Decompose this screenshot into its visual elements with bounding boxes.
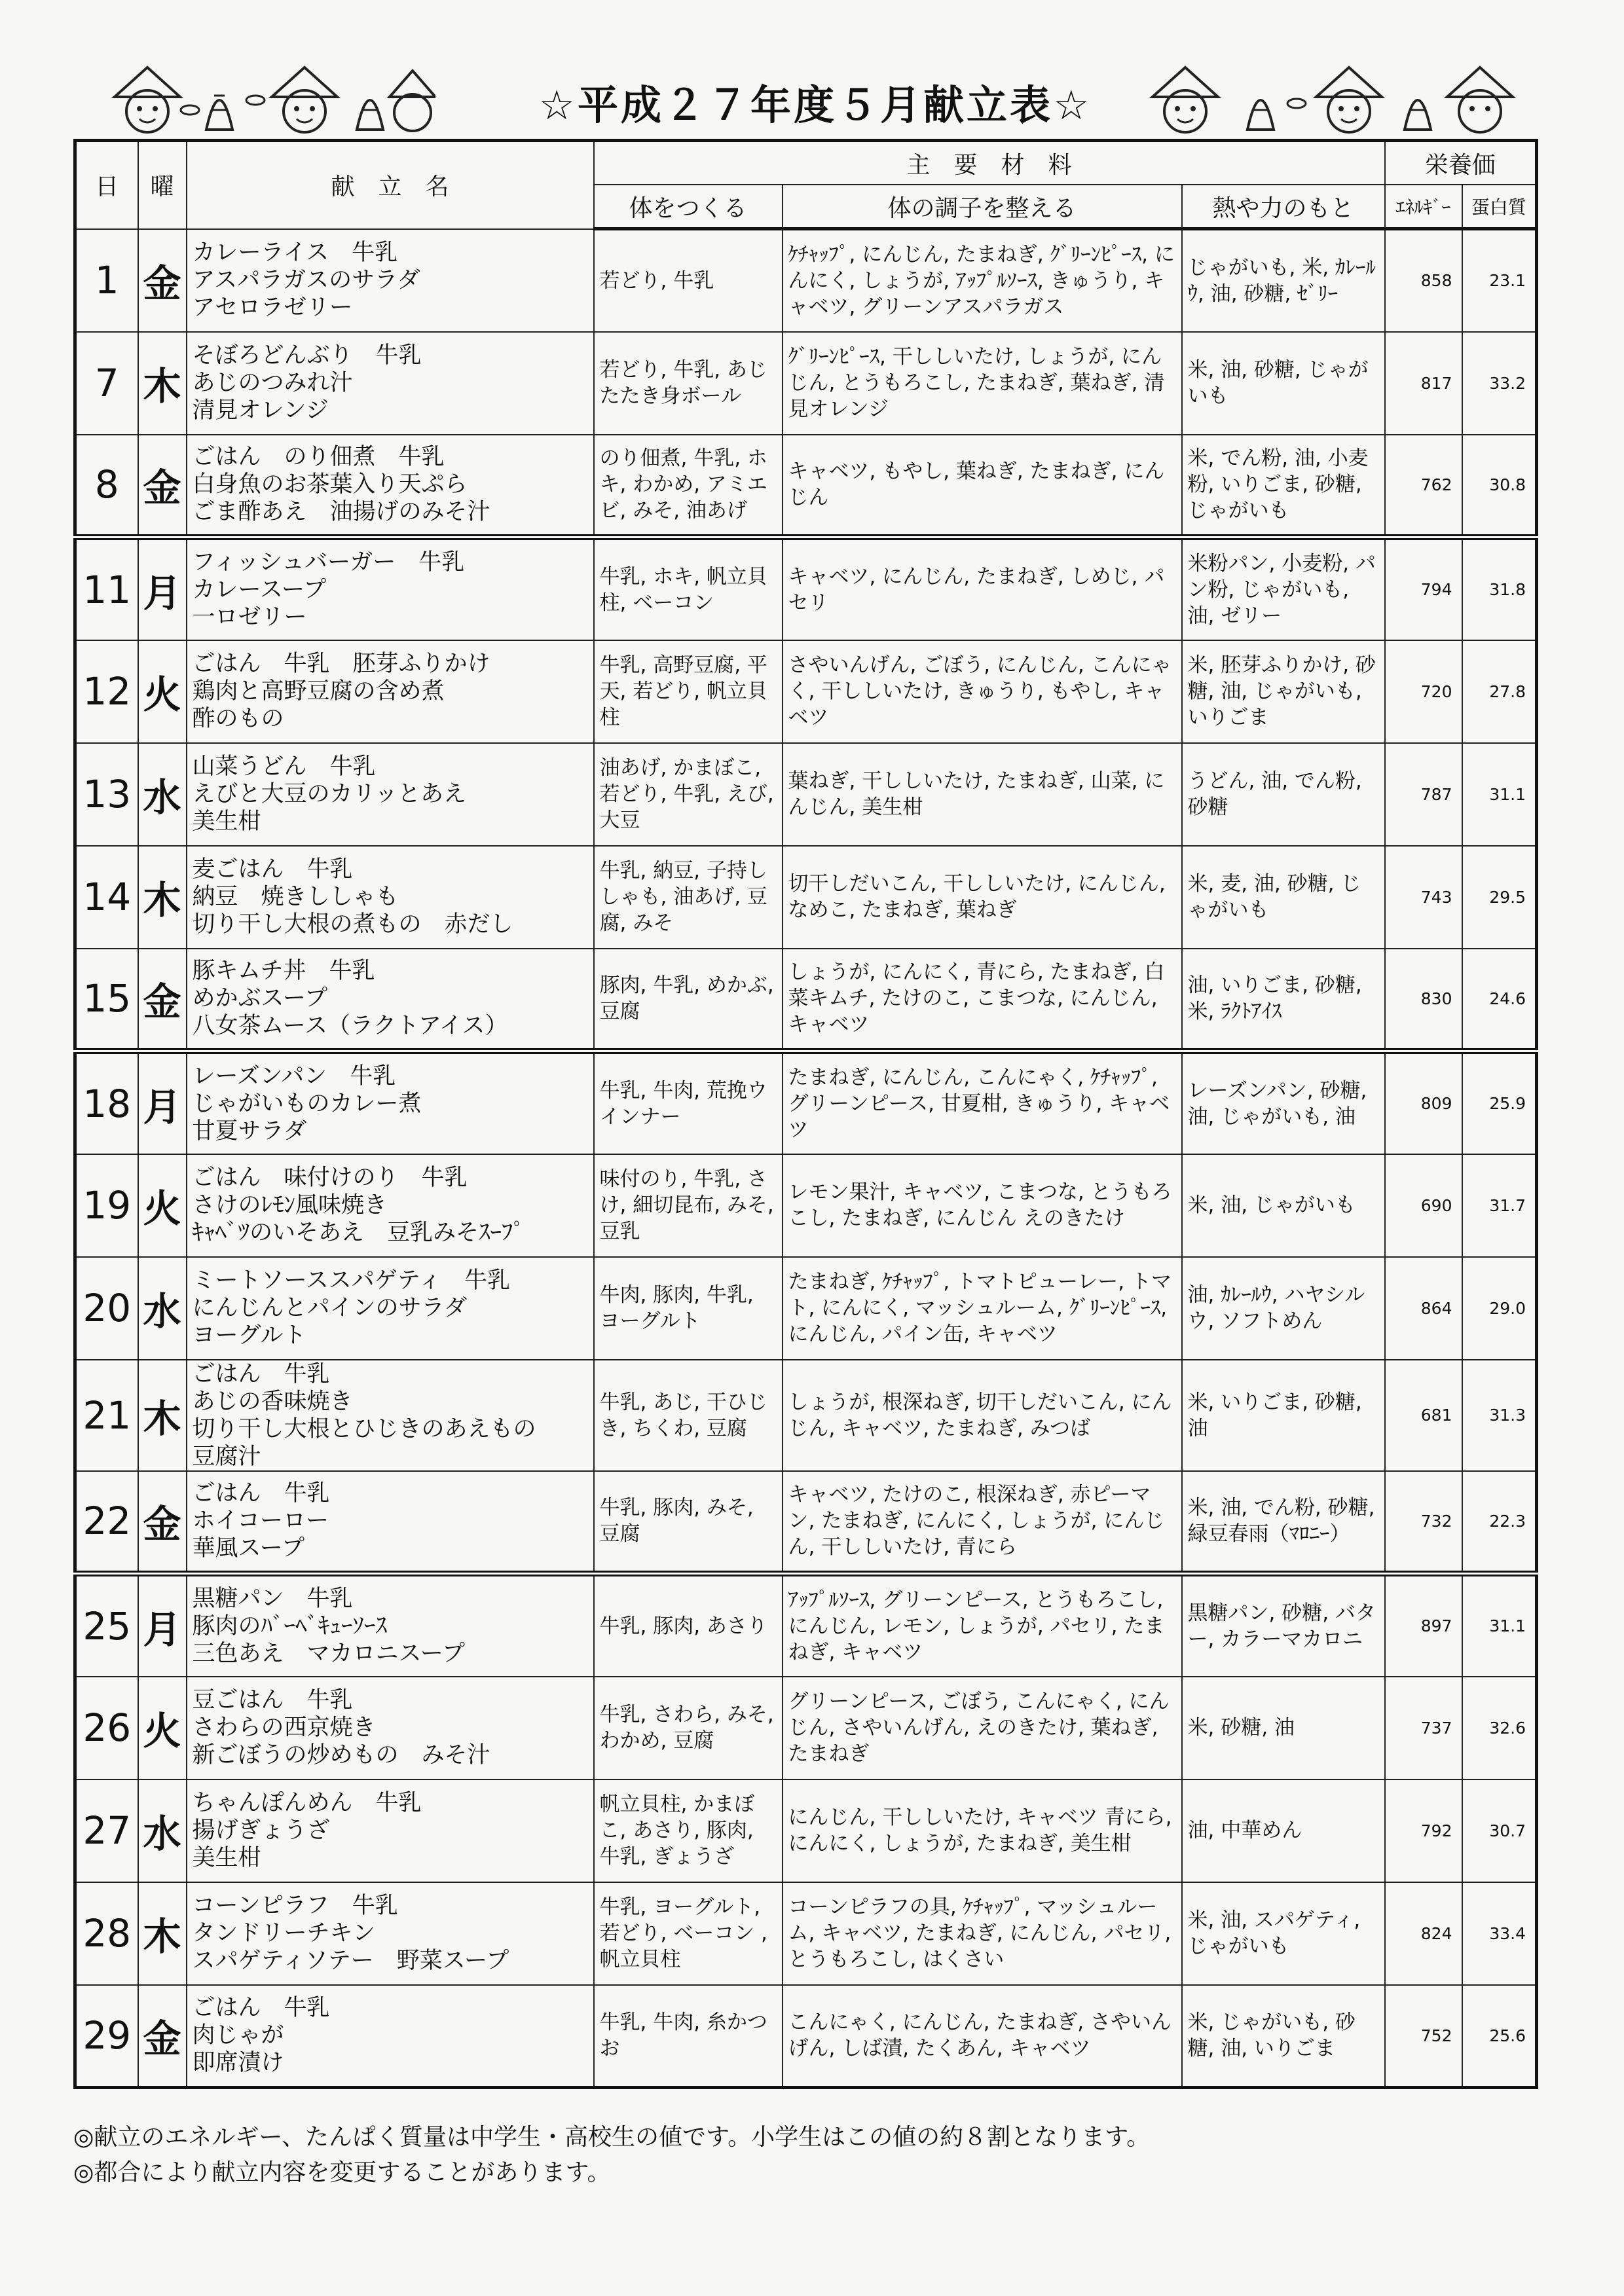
cell-menu bbox=[187, 229, 594, 332]
cell-day: 25 bbox=[75, 1574, 138, 1677]
menu-item: レーズンパン 牛乳 bbox=[192, 1063, 396, 1089]
cell-energy-ingredients: 油, 中華めん bbox=[1182, 1779, 1385, 1882]
cell-energy-ingredients: 米, 油, でん粉, 砂糖, 緑豆春雨（ﾏﾛﾆｰ） bbox=[1182, 1471, 1385, 1574]
cell-energy-ingredients: 米, じゃがいも, 砂糖, 油, いりごま bbox=[1182, 1985, 1385, 2088]
kabuto-boy-icon bbox=[1316, 67, 1382, 132]
menu-item: 八女茶ムース（ラクトアイス） bbox=[192, 1013, 508, 1040]
cell-energy: 830 bbox=[1385, 949, 1462, 1051]
menu-item: 豚キムチ丼 牛乳 bbox=[192, 958, 375, 985]
cell-condition-ingredients: ｸﾞﾘｰﾝﾋﾟｰｽ, 干ししいたけ, しょうが, にんじん, とうもろこし, たまねぎ, 葉ねぎ, 清見オレンジ bbox=[783, 332, 1182, 435]
cell-body-ingredients: 牛乳, ヨーグルト, 若どり, ベーコン , 帆立貝柱 bbox=[594, 1882, 783, 1985]
menu-item: 納豆 焼きししゃも bbox=[192, 884, 399, 910]
kabuto-boy-icon bbox=[1153, 67, 1218, 132]
cell-menu bbox=[187, 1574, 594, 1677]
page-title: ☆平成２７年度５月献立表☆ bbox=[538, 81, 1092, 129]
cell-protein: 30.8 bbox=[1462, 435, 1537, 538]
header-energy: ｴﾈﾙｷﾞｰ bbox=[1385, 185, 1462, 229]
cell-dow: 金 bbox=[138, 435, 187, 538]
cell-condition-ingredients: にんじん, 干ししいたけ, キャベツ 青にら, にんにく, しょうが, たまねぎ, 美生柑 bbox=[783, 1779, 1182, 1882]
menu-item: ごはん 牛乳 bbox=[192, 1995, 330, 2022]
decoration-right bbox=[1139, 64, 1519, 136]
cell-dow: 月 bbox=[138, 1051, 187, 1154]
cell-dow: 木 bbox=[138, 846, 187, 949]
note-nutrition: ◎献立のエネルギー、たんぱく質量は中学生・高校生の値です。小学生はこの値の約８割となります。 bbox=[73, 2124, 1151, 2151]
cell-protein: 33.2 bbox=[1462, 332, 1537, 435]
cell-menu bbox=[187, 1257, 594, 1360]
menu-item: 肉じゃが bbox=[192, 2022, 284, 2049]
cell-body-ingredients: 牛乳, さわら, みそ, わかめ, 豆腐 bbox=[594, 1677, 783, 1779]
cell-menu bbox=[187, 1471, 594, 1574]
cell-energy: 743 bbox=[1385, 846, 1462, 949]
cell-dow: 月 bbox=[138, 538, 187, 640]
cell-protein: 23.1 bbox=[1462, 229, 1537, 332]
cell-energy-ingredients: 油, いりごま, 砂糖, 米, ﾗｸﾄｱｲｽ bbox=[1182, 949, 1385, 1051]
menu-item: 美生柑 bbox=[192, 809, 261, 835]
cell-menu bbox=[187, 1051, 594, 1154]
menu-item: カレースープ bbox=[192, 576, 327, 603]
menu-item: 麦ごはん 牛乳 bbox=[192, 856, 353, 883]
table-row bbox=[75, 1154, 1537, 1257]
cell-energy: 858 bbox=[1385, 229, 1462, 332]
cell-condition-ingredients: たまねぎ, にんじん, こんにゃく, ｹﾁｬｯﾌﾟ, グリーンピース, 甘夏柑, きゅうり, キャベツ bbox=[783, 1051, 1182, 1154]
menu-item: フィッシュバーガー 牛乳 bbox=[192, 549, 465, 575]
cell-energy-ingredients: 油, ｶﾚｰﾙｳ, ハヤシルウ, ソフトめん bbox=[1182, 1257, 1385, 1360]
cell-menu bbox=[187, 1360, 594, 1471]
menu-item: ごま酢あえ 油揚げのみそ汁 bbox=[192, 499, 490, 526]
cell-day: 20 bbox=[75, 1257, 138, 1360]
cell-energy-ingredients: 米, 砂糖, 油 bbox=[1182, 1677, 1385, 1779]
menu-item: えびと大豆のカリッとあえ bbox=[192, 781, 467, 807]
table-row bbox=[75, 1257, 1537, 1360]
cell-day: 14 bbox=[75, 846, 138, 949]
cell-energy-ingredients: レーズンパン, 砂糖, 油, じゃがいも, 油 bbox=[1182, 1051, 1385, 1154]
cell-dow: 金 bbox=[138, 949, 187, 1051]
cell-energy-ingredients: 米, 油, 砂糖, じゃがいも bbox=[1182, 332, 1385, 435]
table-row bbox=[75, 1779, 1537, 1882]
cell-protein: 29.5 bbox=[1462, 846, 1537, 949]
cell-dow: 金 bbox=[138, 1985, 187, 2088]
cell-day: 13 bbox=[75, 743, 138, 846]
cell-dow: 火 bbox=[138, 1154, 187, 1257]
cell-body-ingredients: 牛乳, ホキ, 帆立貝柱, ベーコン bbox=[594, 538, 783, 640]
cell-protein: 33.4 bbox=[1462, 1882, 1537, 1985]
table-row bbox=[75, 1985, 1537, 2088]
cell-energy: 732 bbox=[1385, 1471, 1462, 1574]
cell-condition-ingredients: しょうが, 根深ねぎ, 切干しだいこん, にんじん, キャベツ, たまねぎ, みつば bbox=[783, 1360, 1182, 1471]
cell-energy: 824 bbox=[1385, 1882, 1462, 1985]
cell-body-ingredients: 牛乳, 豚肉, あさり bbox=[594, 1574, 783, 1677]
table-row bbox=[75, 640, 1537, 743]
cell-menu bbox=[187, 846, 594, 949]
menu-item: あじの香味焼き bbox=[192, 1388, 353, 1415]
menu-item: スパゲティソテー 野菜スープ bbox=[192, 1948, 509, 1974]
cell-body-ingredients: のり佃煮, 牛乳, ホキ, わかめ, アミエビ, みそ, 油あげ bbox=[594, 435, 783, 538]
menu-item: タンドリーチキン bbox=[192, 1920, 376, 1946]
cell-body-ingredients: 豚肉, 牛乳, めかぶ, 豆腐 bbox=[594, 949, 783, 1051]
cell-condition-ingredients: キャベツ, もやし, 葉ねぎ, たまねぎ, にんじん bbox=[783, 435, 1182, 538]
menu-table-body bbox=[75, 229, 1537, 2088]
cell-protein: 22.3 bbox=[1462, 1471, 1537, 1574]
menu-item: 一ロゼリー bbox=[192, 604, 307, 630]
cell-condition-ingredients: グリーンピース, ごぼう, こんにゃく, にんじん, さやいんげん, えのきたけ, 葉ねぎ, たまねぎ bbox=[783, 1677, 1182, 1779]
cell-body-ingredients: 帆立貝柱, かまぼこ, あさり, 豚肉, 牛乳, ぎょうざ bbox=[594, 1779, 783, 1882]
cell-day: 12 bbox=[75, 640, 138, 743]
cell-body-ingredients: 牛乳, 牛肉, 荒挽ウインナー bbox=[594, 1051, 783, 1154]
cell-energy: 792 bbox=[1385, 1779, 1462, 1882]
cell-day: 7 bbox=[75, 332, 138, 435]
menu-item: 清見オレンジ bbox=[192, 397, 329, 424]
header-dow: 曜 bbox=[138, 141, 187, 229]
cell-day: 27 bbox=[75, 1779, 138, 1882]
cell-day: 18 bbox=[75, 1051, 138, 1154]
menu-item: さけのﾚﾓﾝ風味焼き bbox=[192, 1192, 388, 1218]
menu-item: 黒糖パン 牛乳 bbox=[192, 1585, 353, 1612]
menu-item: 三色あえ マカロニスープ bbox=[192, 1640, 466, 1667]
menu-item: 揚げぎょうざ bbox=[192, 1817, 330, 1844]
cell-condition-ingredients: たまねぎ, ｹﾁｬｯﾌﾟ, トマトピューレー, トマト, にんにく, マッシュルーム, ｸﾞﾘｰﾝﾋﾟｰｽ, にんじん, パイン缶, キャベツ bbox=[783, 1257, 1182, 1360]
cell-body-ingredients: 油あげ, かまぼこ, 若どり, 牛乳, えび, 大豆 bbox=[594, 743, 783, 846]
menu-item: 美生柑 bbox=[192, 1845, 261, 1871]
cell-energy-ingredients: 米, 油, スパゲティ, じゃがいも bbox=[1182, 1882, 1385, 1985]
cell-energy: 787 bbox=[1385, 743, 1462, 846]
cell-protein: 31.1 bbox=[1462, 743, 1537, 846]
cell-energy: 762 bbox=[1385, 435, 1462, 538]
cell-energy-ingredients: 米, 麦, 油, 砂糖, じゃがいも bbox=[1182, 846, 1385, 949]
cell-energy: 864 bbox=[1385, 1257, 1462, 1360]
cell-protein: 31.1 bbox=[1462, 1574, 1537, 1677]
menu-item: 切り干し大根の煮もの 赤だし bbox=[192, 911, 513, 938]
cell-energy-ingredients: 米, でん粉, 油, 小麦粉, いりごま, 砂糖, じゃがいも bbox=[1182, 435, 1385, 538]
cell-menu bbox=[187, 640, 594, 743]
cell-body-ingredients: 牛乳, あじ, 干ひじき, ちくわ, 豆腐 bbox=[594, 1360, 783, 1471]
cell-energy: 809 bbox=[1385, 1051, 1462, 1154]
cell-energy: 720 bbox=[1385, 640, 1462, 743]
cell-menu bbox=[187, 332, 594, 435]
cell-protein: 30.7 bbox=[1462, 1779, 1537, 1882]
menu-table bbox=[73, 139, 1538, 2089]
cell-dow: 金 bbox=[138, 1471, 187, 1574]
cell-menu bbox=[187, 1677, 594, 1779]
menu-item: 華風スープ bbox=[192, 1535, 305, 1562]
cell-condition-ingredients: こんにゃく, にんじん, たまねぎ, さやいんげん, しば漬, たくあん, キャベツ bbox=[783, 1985, 1182, 2088]
table-row bbox=[75, 846, 1537, 949]
cell-day: 1 bbox=[75, 229, 138, 332]
cell-menu bbox=[187, 1779, 594, 1882]
kabuto-boy-icon bbox=[1447, 67, 1513, 132]
cell-energy: 794 bbox=[1385, 538, 1462, 640]
cell-body-ingredients: 牛乳, 納豆, 子持ししゃも, 油あげ, 豆腐, みそ bbox=[594, 846, 783, 949]
menu-item: ごはん 牛乳 bbox=[192, 1480, 330, 1507]
menu-item: 新ごぼうの炒めもの みそ汁 bbox=[192, 1742, 490, 1768]
cell-condition-ingredients: キャベツ, たけのこ, 根深ねぎ, 赤ピーマン, たまねぎ, にんにく, しょうが, にんじん, 干ししいたけ, 青にら bbox=[783, 1471, 1182, 1574]
menu-item: ｷｬﾍﾞﾂのいそあえ 豆乳みそｽｰﾌﾟ bbox=[192, 1220, 525, 1246]
cell-day: 11 bbox=[75, 538, 138, 640]
cell-energy: 737 bbox=[1385, 1677, 1462, 1779]
cell-menu bbox=[187, 1154, 594, 1257]
cell-body-ingredients: 若どり, 牛乳, あじたたき身ボール bbox=[594, 332, 783, 435]
leaf-icon bbox=[1287, 99, 1306, 108]
cell-condition-ingredients: コーンピラフの具, ｹﾁｬｯﾌﾟ, マッシュルーム, キャベツ, たまねぎ, にんじん, パセリ, とうもろこし, はくさい bbox=[783, 1882, 1182, 1985]
menu-item: 白身魚のお茶葉入り天ぷら bbox=[192, 471, 468, 498]
menu-item: 山菜うどん 牛乳 bbox=[192, 754, 376, 780]
cell-energy-ingredients: うどん, 油, でん粉, 砂糖 bbox=[1182, 743, 1385, 846]
cell-protein: 24.6 bbox=[1462, 949, 1537, 1051]
header-nutrition: 栄養価 bbox=[1385, 141, 1537, 185]
table-row bbox=[75, 1360, 1537, 1471]
cell-protein: 31.7 bbox=[1462, 1154, 1537, 1257]
cell-dow: 火 bbox=[138, 640, 187, 743]
menu-item: 豆ごはん 牛乳 bbox=[192, 1687, 353, 1713]
cell-body-ingredients: 牛乳, 豚肉, みそ, 豆腐 bbox=[594, 1471, 783, 1574]
menu-item: 鶏肉と高野豆腐の含め煮 bbox=[192, 678, 445, 704]
cell-body-ingredients: 牛乳, 牛肉, 糸かつお bbox=[594, 1985, 783, 2088]
cell-body-ingredients: 味付のり, 牛乳, さけ, 細切昆布, みそ, 豆乳 bbox=[594, 1154, 783, 1257]
cell-dow: 水 bbox=[138, 1257, 187, 1360]
cell-day: 26 bbox=[75, 1677, 138, 1779]
cell-energy-ingredients: じゃがいも, 米, ｶﾚｰﾙｳ, 油, 砂糖, ｾﾞﾘｰ bbox=[1182, 229, 1385, 332]
cell-dow: 火 bbox=[138, 1677, 187, 1779]
cell-menu bbox=[187, 1882, 594, 1985]
cell-dow: 木 bbox=[138, 1360, 187, 1471]
table-row bbox=[75, 538, 1537, 640]
menu-item: カレーライス 牛乳 bbox=[192, 240, 398, 266]
header-ingredients: 主 要 材 料 bbox=[594, 141, 1385, 185]
cell-menu bbox=[187, 435, 594, 538]
cell-body-ingredients: 牛乳, 高野豆腐, 平天, 若どり, 帆立貝柱 bbox=[594, 640, 783, 743]
cell-energy: 817 bbox=[1385, 332, 1462, 435]
cell-energy: 681 bbox=[1385, 1360, 1462, 1471]
table-row bbox=[75, 229, 1537, 332]
header-day: 日 bbox=[75, 141, 138, 229]
cell-condition-ingredients: 葉ねぎ, 干ししいたけ, たまねぎ, 山菜, にんじん, 美生柑 bbox=[783, 743, 1182, 846]
cell-protein: 32.6 bbox=[1462, 1677, 1537, 1779]
cell-day: 28 bbox=[75, 1882, 138, 1985]
table-row bbox=[75, 1471, 1537, 1574]
table-row bbox=[75, 332, 1537, 435]
cell-dow: 木 bbox=[138, 332, 187, 435]
table-row bbox=[75, 1677, 1537, 1779]
cell-condition-ingredients: さやいんげん, ごぼう, にんじん, こんにゃく, 干ししいたけ, きゅうり, もやし, キャベツ bbox=[783, 640, 1182, 743]
cell-condition-ingredients: レモン果汁, キャベツ, こまつな, とうもろこし, たまねぎ, にんじん えのきたけ bbox=[783, 1154, 1182, 1257]
table-row bbox=[75, 1051, 1537, 1154]
menu-item: にんじんとパインのサラダ bbox=[192, 1295, 468, 1321]
cell-day: 15 bbox=[75, 949, 138, 1051]
bamboo-shoot-icon bbox=[1405, 100, 1431, 130]
cell-energy: 752 bbox=[1385, 1985, 1462, 2088]
menu-item: 切り干し大根とひじきのあえもの bbox=[192, 1415, 536, 1442]
bamboo-shoot-icon bbox=[1247, 100, 1274, 130]
menu-item: 豚肉のﾊﾞｰﾍﾞｷｭｰｿｰｽ bbox=[192, 1613, 388, 1639]
table-row bbox=[75, 1574, 1537, 1677]
cell-menu bbox=[187, 949, 594, 1051]
menu-item: そぼろどんぶり 牛乳 bbox=[192, 342, 422, 369]
cell-menu bbox=[187, 538, 594, 640]
cell-protein: 25.6 bbox=[1462, 1985, 1537, 2088]
cell-dow: 水 bbox=[138, 1779, 187, 1882]
menu-item: コーンピラフ 牛乳 bbox=[192, 1893, 398, 1919]
cell-dow: 木 bbox=[138, 1882, 187, 1985]
header-menu: 献 立 名 bbox=[187, 141, 594, 229]
table-row bbox=[75, 949, 1537, 1051]
menu-item: ミートソーススパゲティ 牛乳 bbox=[192, 1267, 510, 1294]
cell-protein: 31.3 bbox=[1462, 1360, 1537, 1471]
menu-item: ホイコーロー bbox=[192, 1508, 329, 1535]
cell-protein: 25.9 bbox=[1462, 1051, 1537, 1154]
cell-energy: 897 bbox=[1385, 1574, 1462, 1677]
table-row bbox=[75, 1882, 1537, 1985]
cell-day: 19 bbox=[75, 1154, 138, 1257]
cell-day: 22 bbox=[75, 1471, 138, 1574]
cell-energy-ingredients: 米, 油, じゃがいも bbox=[1182, 1154, 1385, 1257]
header-condition: 体の調子を整える bbox=[783, 185, 1182, 229]
cell-condition-ingredients: キャベツ, にんじん, たまねぎ, しめじ, パセリ bbox=[783, 538, 1182, 640]
menu-item: 酢のもの bbox=[192, 706, 284, 732]
note-change: ◎都合により献立内容を変更することがあります。 bbox=[73, 2159, 611, 2186]
cell-energy-ingredients: 米, 胚芽ふりかけ, 砂糖, 油, じゃがいも, いりごま bbox=[1182, 640, 1385, 743]
menu-item: ちゃんぽんめん 牛乳 bbox=[192, 1790, 422, 1816]
menu-item: ごはん 味付けのり 牛乳 bbox=[192, 1165, 468, 1191]
cell-energy: 690 bbox=[1385, 1154, 1462, 1257]
cell-body-ingredients: 牛肉, 豚肉, 牛乳, ヨーグルト bbox=[594, 1257, 783, 1360]
header-protein: 蛋白質 bbox=[1462, 185, 1537, 229]
cell-condition-ingredients: ｱｯﾌﾟﾙｿｰｽ, グリーンピース, とうもろこし, にんじん, レモン, しょうが, パセリ, たまねぎ, キャベツ bbox=[783, 1574, 1182, 1677]
cell-body-ingredients: 若どり, 牛乳 bbox=[594, 229, 783, 332]
menu-item: アスパラガスのサラダ bbox=[192, 267, 420, 293]
menu-item: ヨーグルト bbox=[192, 1322, 306, 1349]
cell-menu bbox=[187, 743, 594, 846]
cell-condition-ingredients: しょうが, にんにく, 青にら, たまねぎ, 白菜キムチ, たけのこ, こまつな, にんじん, キャベツ bbox=[783, 949, 1182, 1051]
menu-item: 即席漬け bbox=[192, 2050, 284, 2077]
cell-condition-ingredients: 切干しだいこん, 干ししいたけ, にんじん, なめこ, たまねぎ, 葉ねぎ bbox=[783, 846, 1182, 949]
cell-energy-ingredients: 黒糖パン, 砂糖, バター, カラーマカロニ bbox=[1182, 1574, 1385, 1677]
menu-item: ごはん 牛乳 胚芽ふりかけ bbox=[192, 651, 490, 677]
menu-item: じゃがいものカレー煮 bbox=[192, 1090, 422, 1117]
menu-item: ごはん のり佃煮 牛乳 bbox=[192, 444, 445, 471]
cell-day: 29 bbox=[75, 1985, 138, 2088]
header-energy-source: 熱や力のもと bbox=[1182, 185, 1385, 229]
cell-dow: 水 bbox=[138, 743, 187, 846]
cell-protein: 31.8 bbox=[1462, 538, 1537, 640]
cell-protein: 29.0 bbox=[1462, 1257, 1537, 1360]
menu-item: 甘夏サラダ bbox=[192, 1118, 307, 1144]
cell-dow: 金 bbox=[138, 229, 187, 332]
menu-item: あじのつみれ汁 bbox=[192, 370, 353, 396]
cell-dow: 月 bbox=[138, 1574, 187, 1677]
header-body: 体をつくる bbox=[594, 185, 783, 229]
cell-energy-ingredients: 米粉パン, 小麦粉, パン粉, じゃがいも, 油, ゼリー bbox=[1182, 538, 1385, 640]
cell-energy-ingredients: 米, いりごま, 砂糖, 油 bbox=[1182, 1360, 1385, 1471]
menu-item: めかぶスープ bbox=[192, 985, 328, 1012]
table-row bbox=[75, 743, 1537, 846]
cell-protein: 27.8 bbox=[1462, 640, 1537, 743]
cell-condition-ingredients: ｹﾁｬｯﾌﾟ, にんじん, たまねぎ, ｸﾞﾘｰﾝﾋﾟｰｽ, にんにく, しょうが, ｱｯﾌﾟﾙｿｰｽ, きゅうり, キャベツ, グリーンアスパラガス bbox=[783, 229, 1182, 332]
cell-menu bbox=[187, 1985, 594, 2088]
cell-day: 8 bbox=[75, 435, 138, 538]
cell-day: 21 bbox=[75, 1360, 138, 1471]
menu-item: ごはん 牛乳 bbox=[192, 1360, 330, 1387]
table-row bbox=[75, 435, 1537, 538]
menu-item: アセロラゼリー bbox=[192, 295, 353, 321]
menu-item: 豆腐汁 bbox=[192, 1443, 261, 1470]
menu-item: さわらの西京焼き bbox=[192, 1715, 376, 1741]
